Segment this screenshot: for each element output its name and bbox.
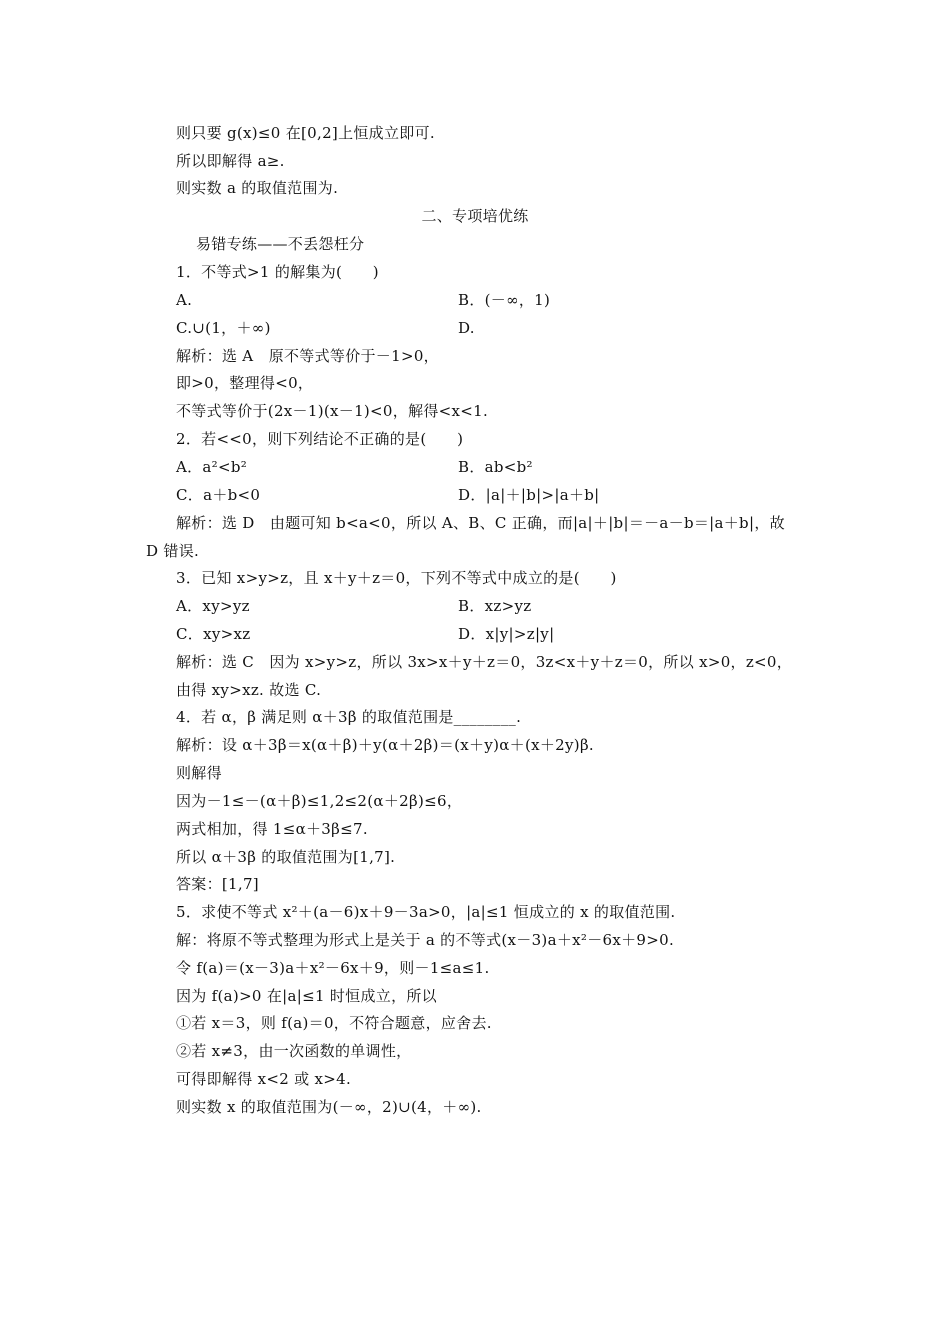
- q1-option-d: D.: [458, 319, 475, 337]
- q3-stem: 3．已知 x>y>z，且 x＋y＋z＝0，下列不等式中成立的是( ): [176, 569, 617, 587]
- q3-option-d: D．x|y|>z|y|: [458, 625, 555, 643]
- q1-solution-2: 即>0，整理得<0，: [176, 374, 314, 392]
- q5-solution-2: 令 f(a)＝(x－3)a＋x²－6x＋9，则－1≤a≤1.: [176, 959, 490, 977]
- q3-option-c: C．xy>xz: [176, 625, 251, 643]
- q4-solution-4: 两式相加，得 1≤α＋3β≤7.: [176, 820, 368, 838]
- q2-stem: 2．若<<0，则下列结论不正确的是( ): [176, 430, 464, 448]
- q4-stem: 4．若 α，β 满足则 α＋3β 的取值范围是________.: [176, 708, 522, 726]
- subsection-title: 易错专练——不丢怨枉分: [196, 235, 365, 253]
- q2-option-d: D．|a|＋|b|>|a＋b|: [458, 486, 600, 504]
- q5-solution-1: 解：将原不等式整理为形式上是关于 a 的不等式(x－3)a＋x²－6x＋9>0.: [176, 931, 675, 949]
- q4-solution-3: 因为－1≤－(α＋β)≤1,2≤2(α＋2β)≤6，: [176, 792, 463, 810]
- section-title: 二、专项培优练: [421, 207, 529, 225]
- q5-solution-7: 则实数 x 的取值范围为(－∞，2)∪(4，＋∞).: [176, 1098, 482, 1116]
- q2-option-a: A．a²<b²: [176, 458, 248, 476]
- q1-option-c: C.∪(1，＋∞): [176, 319, 271, 337]
- q3-solution-1: 解析：选 C 因为 x>y>z，所以 3x>x＋y＋z＝0，3z<x＋y＋z＝0，所以 x>0，z<0，: [176, 653, 793, 671]
- intro-line-3: 则实数 a 的取值范围为.: [176, 179, 339, 197]
- q4-solution-1: 解析：设 α＋3β＝x(α＋β)＋y(α＋2β)＝(x＋y)α＋(x＋2y)β.: [176, 736, 594, 754]
- q3-option-a: A．xy>yz: [176, 597, 250, 615]
- q3-solution-2: 由得 xy>xz. 故选 C.: [176, 681, 322, 699]
- q4-solution-2: 则解得: [176, 764, 222, 782]
- q1-stem: 1．不等式>1 的解集为( ): [176, 263, 379, 281]
- q5-solution-4: ①若 x＝3，则 f(a)＝0，不符合题意，应舍去.: [176, 1014, 492, 1032]
- q1-option-b: B．(－∞，1): [458, 291, 551, 309]
- intro-line-2: 所以即解得 a≥.: [176, 152, 285, 170]
- q2-solution-1: 解析：选 D 由题可知 b<a<0，所以 A、B、C 正确，而|a|＋|b|＝－a－b＝|a＋b|，故: [176, 514, 785, 532]
- intro-line-1: 则只要 g(x)≤0 在[0,2]上恒成立即可.: [176, 124, 435, 142]
- q2-option-b: B．ab<b²: [458, 458, 533, 476]
- q5-solution-5: ②若 x≠3，由一次函数的单调性，: [176, 1042, 412, 1060]
- q4-solution-5: 所以 α＋3β 的取值范围为[1,7].: [176, 848, 396, 866]
- q5-stem: 5．求使不等式 x²＋(a－6)x＋9－3a>0，|a|≤1 恒成立的 x 的取值范围.: [176, 903, 676, 921]
- q1-option-a: A.: [176, 291, 193, 309]
- q1-solution-1: 解析：选 A 原不等式等价于－1>0，: [176, 347, 439, 365]
- q5-solution-6: 可得即解得 x<2 或 x>4.: [176, 1070, 352, 1088]
- q2-option-c: C．a＋b<0: [176, 486, 261, 504]
- q2-solution-2: D 错误.: [146, 542, 200, 560]
- q1-solution-3: 不等式等价于(2x－1)(x－1)<0，解得<x<1.: [176, 402, 489, 420]
- q5-solution-3: 因为 f(a)>0 在|a|≤1 时恒成立，所以: [176, 987, 437, 1005]
- q3-option-b: B．xz>yz: [458, 597, 532, 615]
- q4-answer: 答案：[1,7]: [176, 875, 259, 893]
